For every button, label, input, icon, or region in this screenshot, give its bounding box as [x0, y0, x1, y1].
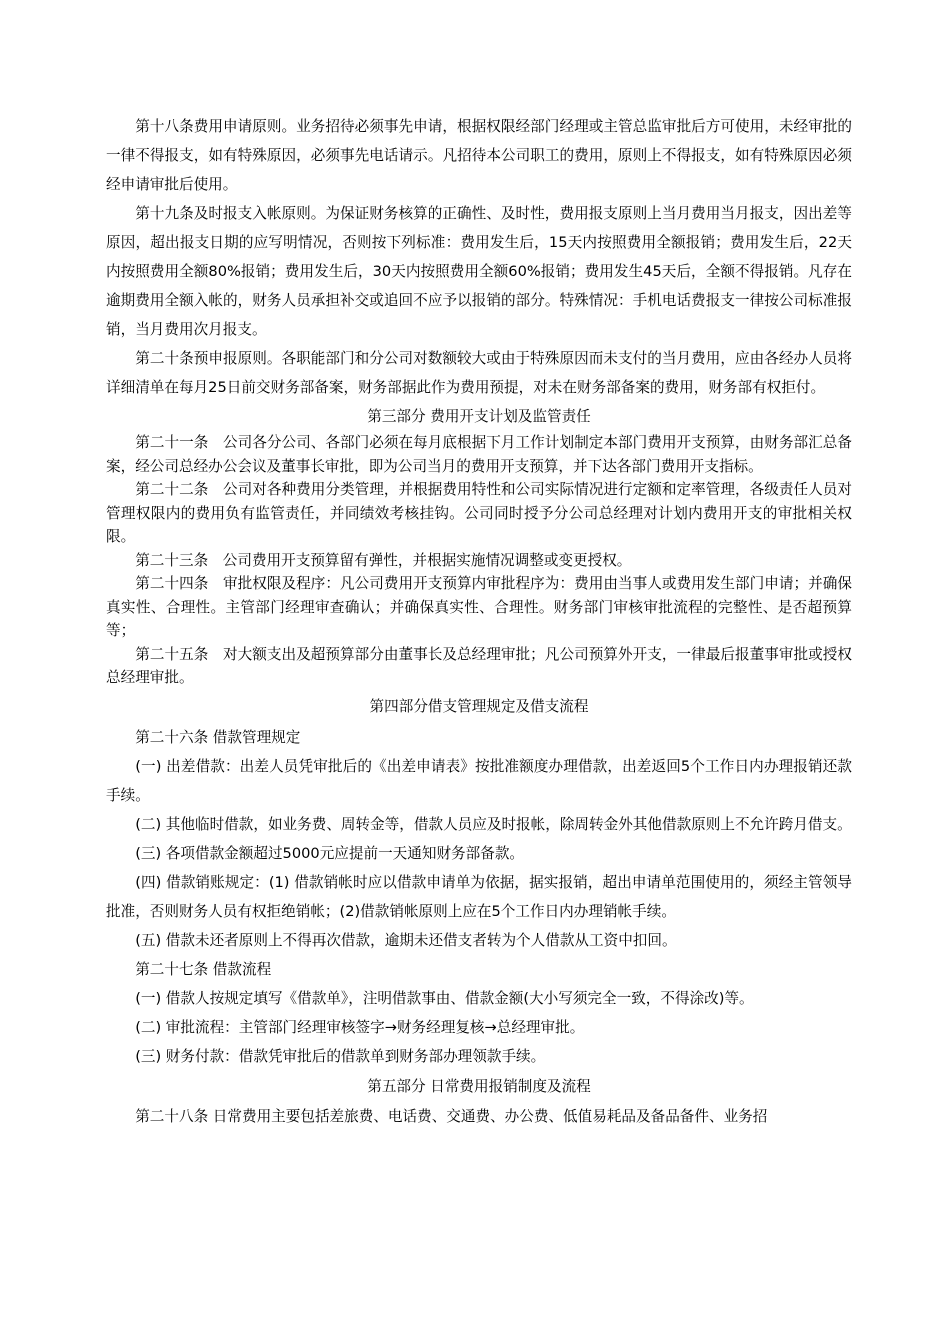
section-heading-part-3: 第三部分 费用开支计划及监管责任	[367, 408, 591, 425]
article-26-item-2: (二) 其他临时借款，如业务费、周转金等，借款人员应及时报帐，除周转金外其他借款原则上不允许跨月借支。	[135, 815, 852, 833]
article-19: 第十九条及时报支入帐原则。为保证财务核算的正确性、及时性，费用报支原则上当月费用当月报支，因出差等原因，超出报支日期的应写明情况，否则按下列标准：费用发生后，15天内按照费用全额报销；费用发生后，22天内按照费用全额80%报销；费用发生后，30天内按照费用全额60%报销；费用发生45天后，全额不得报销。凡存在逾期费用全额入帐的，财务人员承担补交或追回不应予以报销的部分。特殊情况：手机电话费报支一律按公司标准报销，当月费用次月报支。	[106, 205, 852, 338]
article-27: 第二十七条 借款流程	[135, 960, 272, 978]
article-22: 第二十二条 公司对各种费用分类管理，并根据费用特性和公司实际情况进行定额和定率管理，各级责任人员对管理权限内的费用负有监管责任，并同绩效考核挂钩。公司同时授予分公司总经理对计划内费用开支的审批相关权限。	[106, 481, 852, 545]
article-27-item-1: (一) 借款人按规定填写《借款单》，注明借款事由、借款金额(大小写须完全一致，不得涂改)等。	[135, 989, 754, 1007]
article-26-item-5: (五) 借款未还者原则上不得再次借款，逾期未还借支者转为个人借款从工资中扣回。	[135, 931, 677, 949]
section-heading-part-4: 第四部分借支管理规定及借支流程	[369, 697, 589, 715]
article-25: 第二十五条 对大额支出及超预算部分由董事长及总经理审批；凡公司预算外开支，一律最后报董事审批或授权总经理审批。	[106, 645, 852, 686]
article-20: 第二十条预申报原则。各职能部门和分公司对数额较大或由于特殊原因而未支付的当月费用，应由各经办人员将详细清单在每月25日前交财务部备案，财务部据此作为费用预提，对未在财务部备案的费用，财务部有权拒付。	[106, 350, 852, 396]
article-21: 第二十一条 公司各分公司、各部门必须在每月底根据下月工作计划制定本部门费用开支预算，由财务部汇总备案，经公司总经办公会议及董事长审批，即为公司当月的费用开支预算，并下达各部门费用开支指标。	[106, 434, 852, 475]
article-26-item-4: (四) 借款销账规定：(1) 借款销帐时应以借款申请单为依据，据实报销，超出申请单范围使用的，须经主管领导批准，否则财务人员有权拒绝销帐；(2)借款销帐原则上应在5个工作日内办理销帐手续。	[106, 873, 852, 920]
article-24: 第二十四条 审批权限及程序：凡公司费用开支预算内审批程序为：费用由当事人或费用发生部门申请；并确保真实性、合理性。主管部门经理审查确认；并确保真实性、合理性。财务部门审核审批流程的完整性、是否超预算等；	[106, 575, 852, 639]
article-26-item-1: (一) 出差借款：出差人员凭审批后的《出差申请表》按批准额度办理借款，出差返回5个工作日内办理报销还款手续。	[106, 757, 852, 804]
article-26-item-3: (三) 各项借款金额超过5000元应提前一天通知财务部备款。	[135, 844, 525, 862]
section-heading-part-5: 第五部分 日常费用报销制度及流程	[367, 1077, 591, 1095]
article-23: 第二十三条 公司费用开支预算留有弹性，并根据实施情况调整或变更授权。	[135, 551, 632, 569]
article-26: 第二十六条 借款管理规定	[135, 728, 301, 746]
article-18: 第十八条费用申请原则。业务招待必须事先申请，根据权限经部门经理或主管总监审批后方可使用，未经审批的一律不得报支，如有特殊原因，必须事先电话请示。凡招待本公司职工的费用，原则上不得报支，如有特殊原因必须经申请审批后使用。	[106, 118, 852, 193]
article-28: 第二十八条 日常费用主要包括差旅费、电话费、交通费、办公费、低值易耗品及备品备件、业务招	[135, 1107, 768, 1125]
article-27-item-3: (三) 财务付款：借款凭审批后的借款单到财务部办理领款手续。	[135, 1047, 546, 1065]
article-27-item-2: (二) 审批流程：主管部门经理审核签字→财务经理复核→总经理审批。	[135, 1018, 585, 1036]
